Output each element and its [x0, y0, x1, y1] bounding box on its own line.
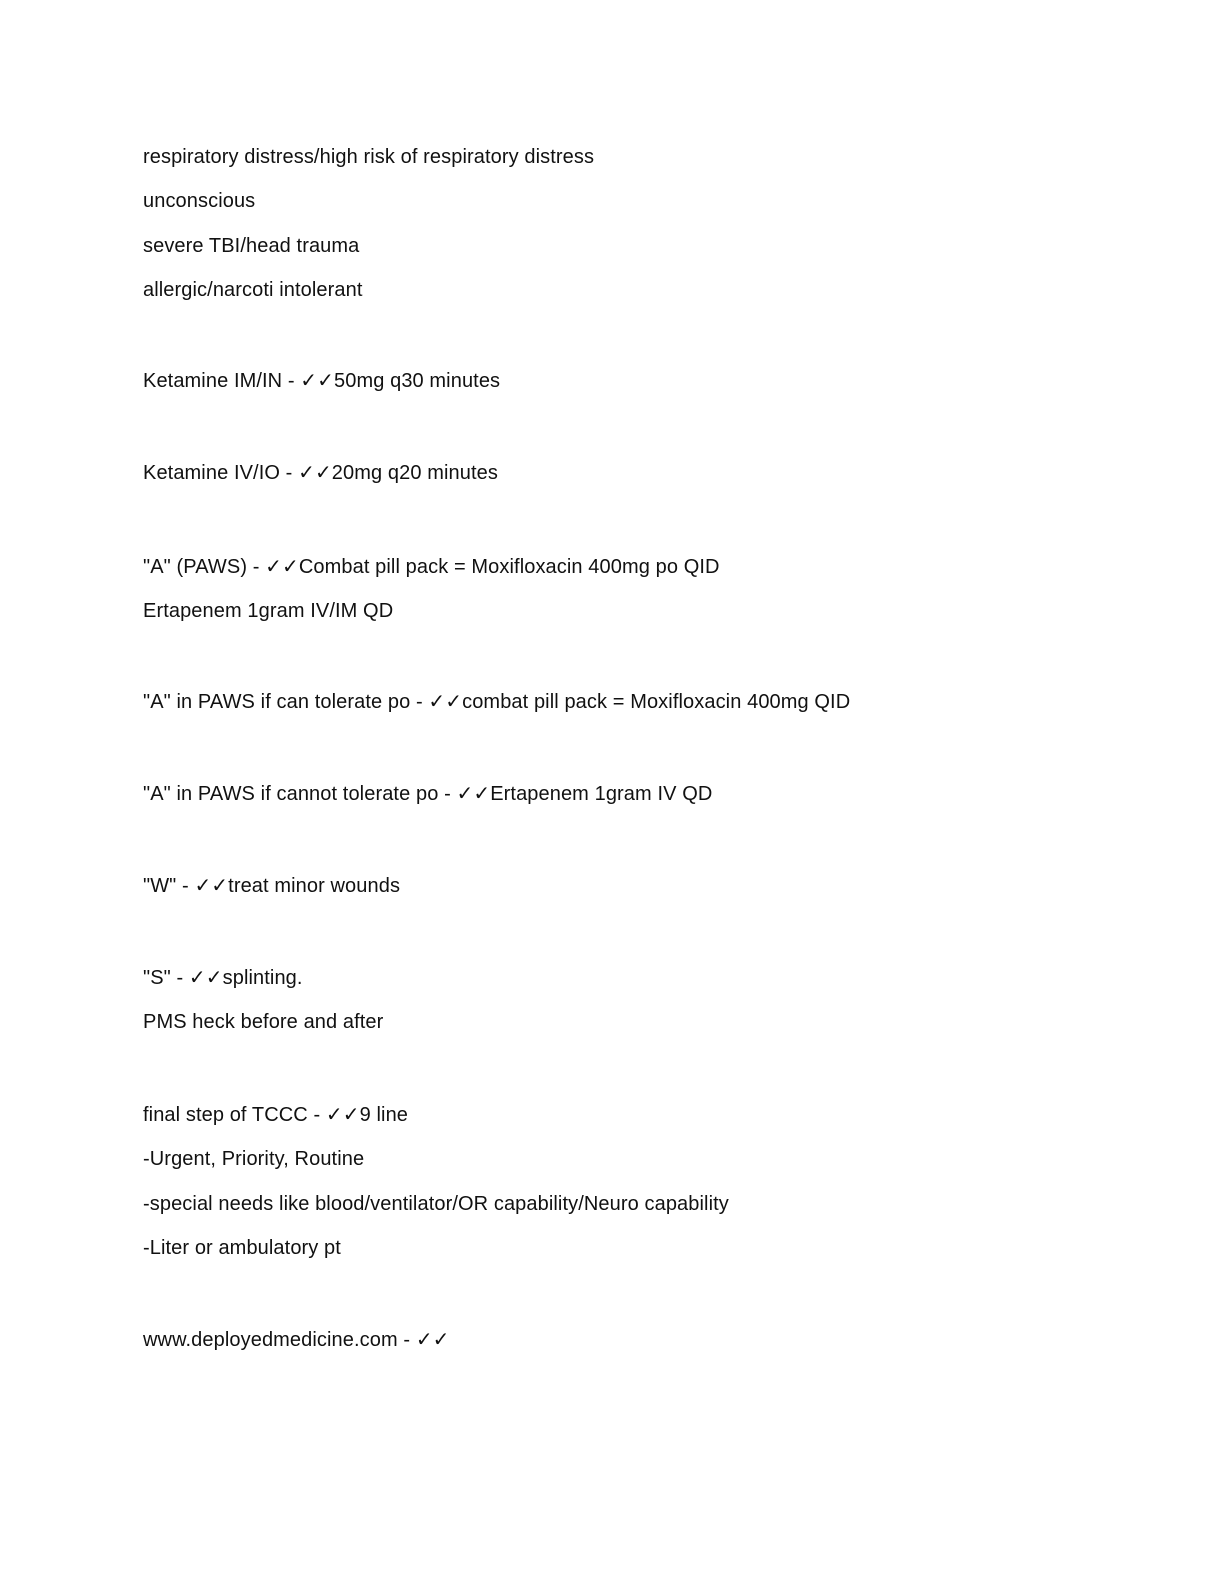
text-line: -special needs like blood/ventilator/OR capability/Neuro capability — [143, 1193, 729, 1215]
link-text: www.deployedmedicine.com - ✓✓ — [143, 1329, 450, 1351]
text-line: Ketamine IM/IN - ✓✓50mg q30 minutes — [143, 370, 501, 392]
text-line: Ertapenem 1gram IV/IM QD — [143, 600, 394, 622]
text-line: "A" in PAWS if can tolerate po - ✓✓combat pill pack = Moxifloxacin 400mg QID — [143, 691, 851, 713]
text-line: "W" - ✓✓treat minor wounds — [143, 875, 401, 897]
text-line: "A" (PAWS) - ✓✓Combat pill pack = Moxifloxacin 400mg po QID — [143, 556, 720, 578]
text-line: unconscious — [143, 190, 256, 212]
text-line: -Liter or ambulatory pt — [143, 1237, 341, 1259]
text-line: final step of TCCC - ✓✓9 line — [143, 1104, 409, 1126]
text-line: -Urgent, Priority, Routine — [143, 1148, 365, 1170]
text-line: PMS heck before and after — [143, 1011, 384, 1033]
text-line: "S" - ✓✓splinting. — [143, 967, 303, 989]
text-line: allergic/narcoti intolerant — [143, 279, 363, 301]
text-line: respiratory distress/high risk of respiratory distress — [143, 146, 595, 168]
text-line: severe TBI/head trauma — [143, 235, 360, 257]
text-line: "A" in PAWS if cannot tolerate po - ✓✓Ertapenem 1gram IV QD — [143, 783, 713, 805]
text-line: Ketamine IV/IO - ✓✓20mg q20 minutes — [143, 462, 498, 484]
